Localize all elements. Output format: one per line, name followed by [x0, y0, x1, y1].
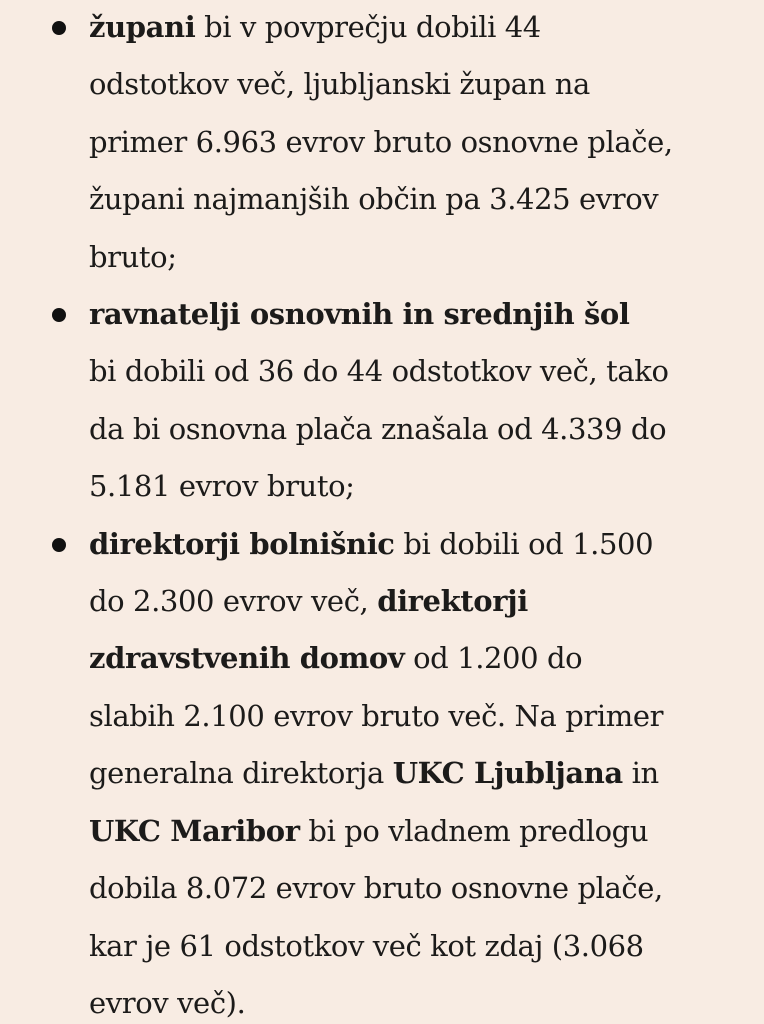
- text-line: da bi osnovna plača znašala od 4.339 do: [89, 411, 667, 446]
- list-item: [89, 0, 673, 286]
- text-line: dobila 8.072 evrov bruto osnovne plače,: [89, 871, 663, 906]
- text-line: UKC Maribor bi po vladnem predlogu: [89, 813, 649, 848]
- text-line: zdravstvenih domov od 1.200 do: [89, 641, 583, 676]
- text-line: odstotkov več, ljubljanski župan na: [89, 67, 590, 102]
- bullet-dot-icon: [52, 308, 66, 322]
- text-line: direktorji bolnišnic bi dobili od 1.500: [89, 526, 654, 561]
- text-line: ravnatelji osnovnih in srednjih šol: [89, 297, 630, 332]
- text-line: župani bi v povprečju dobili 44: [89, 10, 541, 44]
- text-line: generalna direktorja UKC Ljubljana in: [89, 756, 659, 791]
- text-line: 5.181 evrov bruto;: [89, 469, 355, 504]
- text-line: slabih 2.100 evrov bruto več. Na primer: [89, 698, 664, 733]
- bullet-dot-icon: [52, 538, 66, 552]
- list-item: [89, 286, 669, 516]
- text-line: župani najmanjših občin pa 3.425 evrov: [89, 182, 659, 217]
- text-line: evrov več).: [89, 985, 246, 1020]
- text-line: bruto;: [89, 239, 177, 274]
- list-item: [89, 516, 664, 1024]
- text-line: primer 6.963 evrov bruto osnovne plače,: [89, 124, 673, 159]
- bullet-dot-icon: [52, 21, 66, 35]
- text-line: bi dobili od 36 do 44 odstotkov več, tako: [89, 354, 669, 389]
- text-line: do 2.300 evrov več, direktorji: [89, 584, 528, 619]
- text-line: kar je 61 odstotkov več kot zdaj (3.068: [89, 928, 644, 963]
